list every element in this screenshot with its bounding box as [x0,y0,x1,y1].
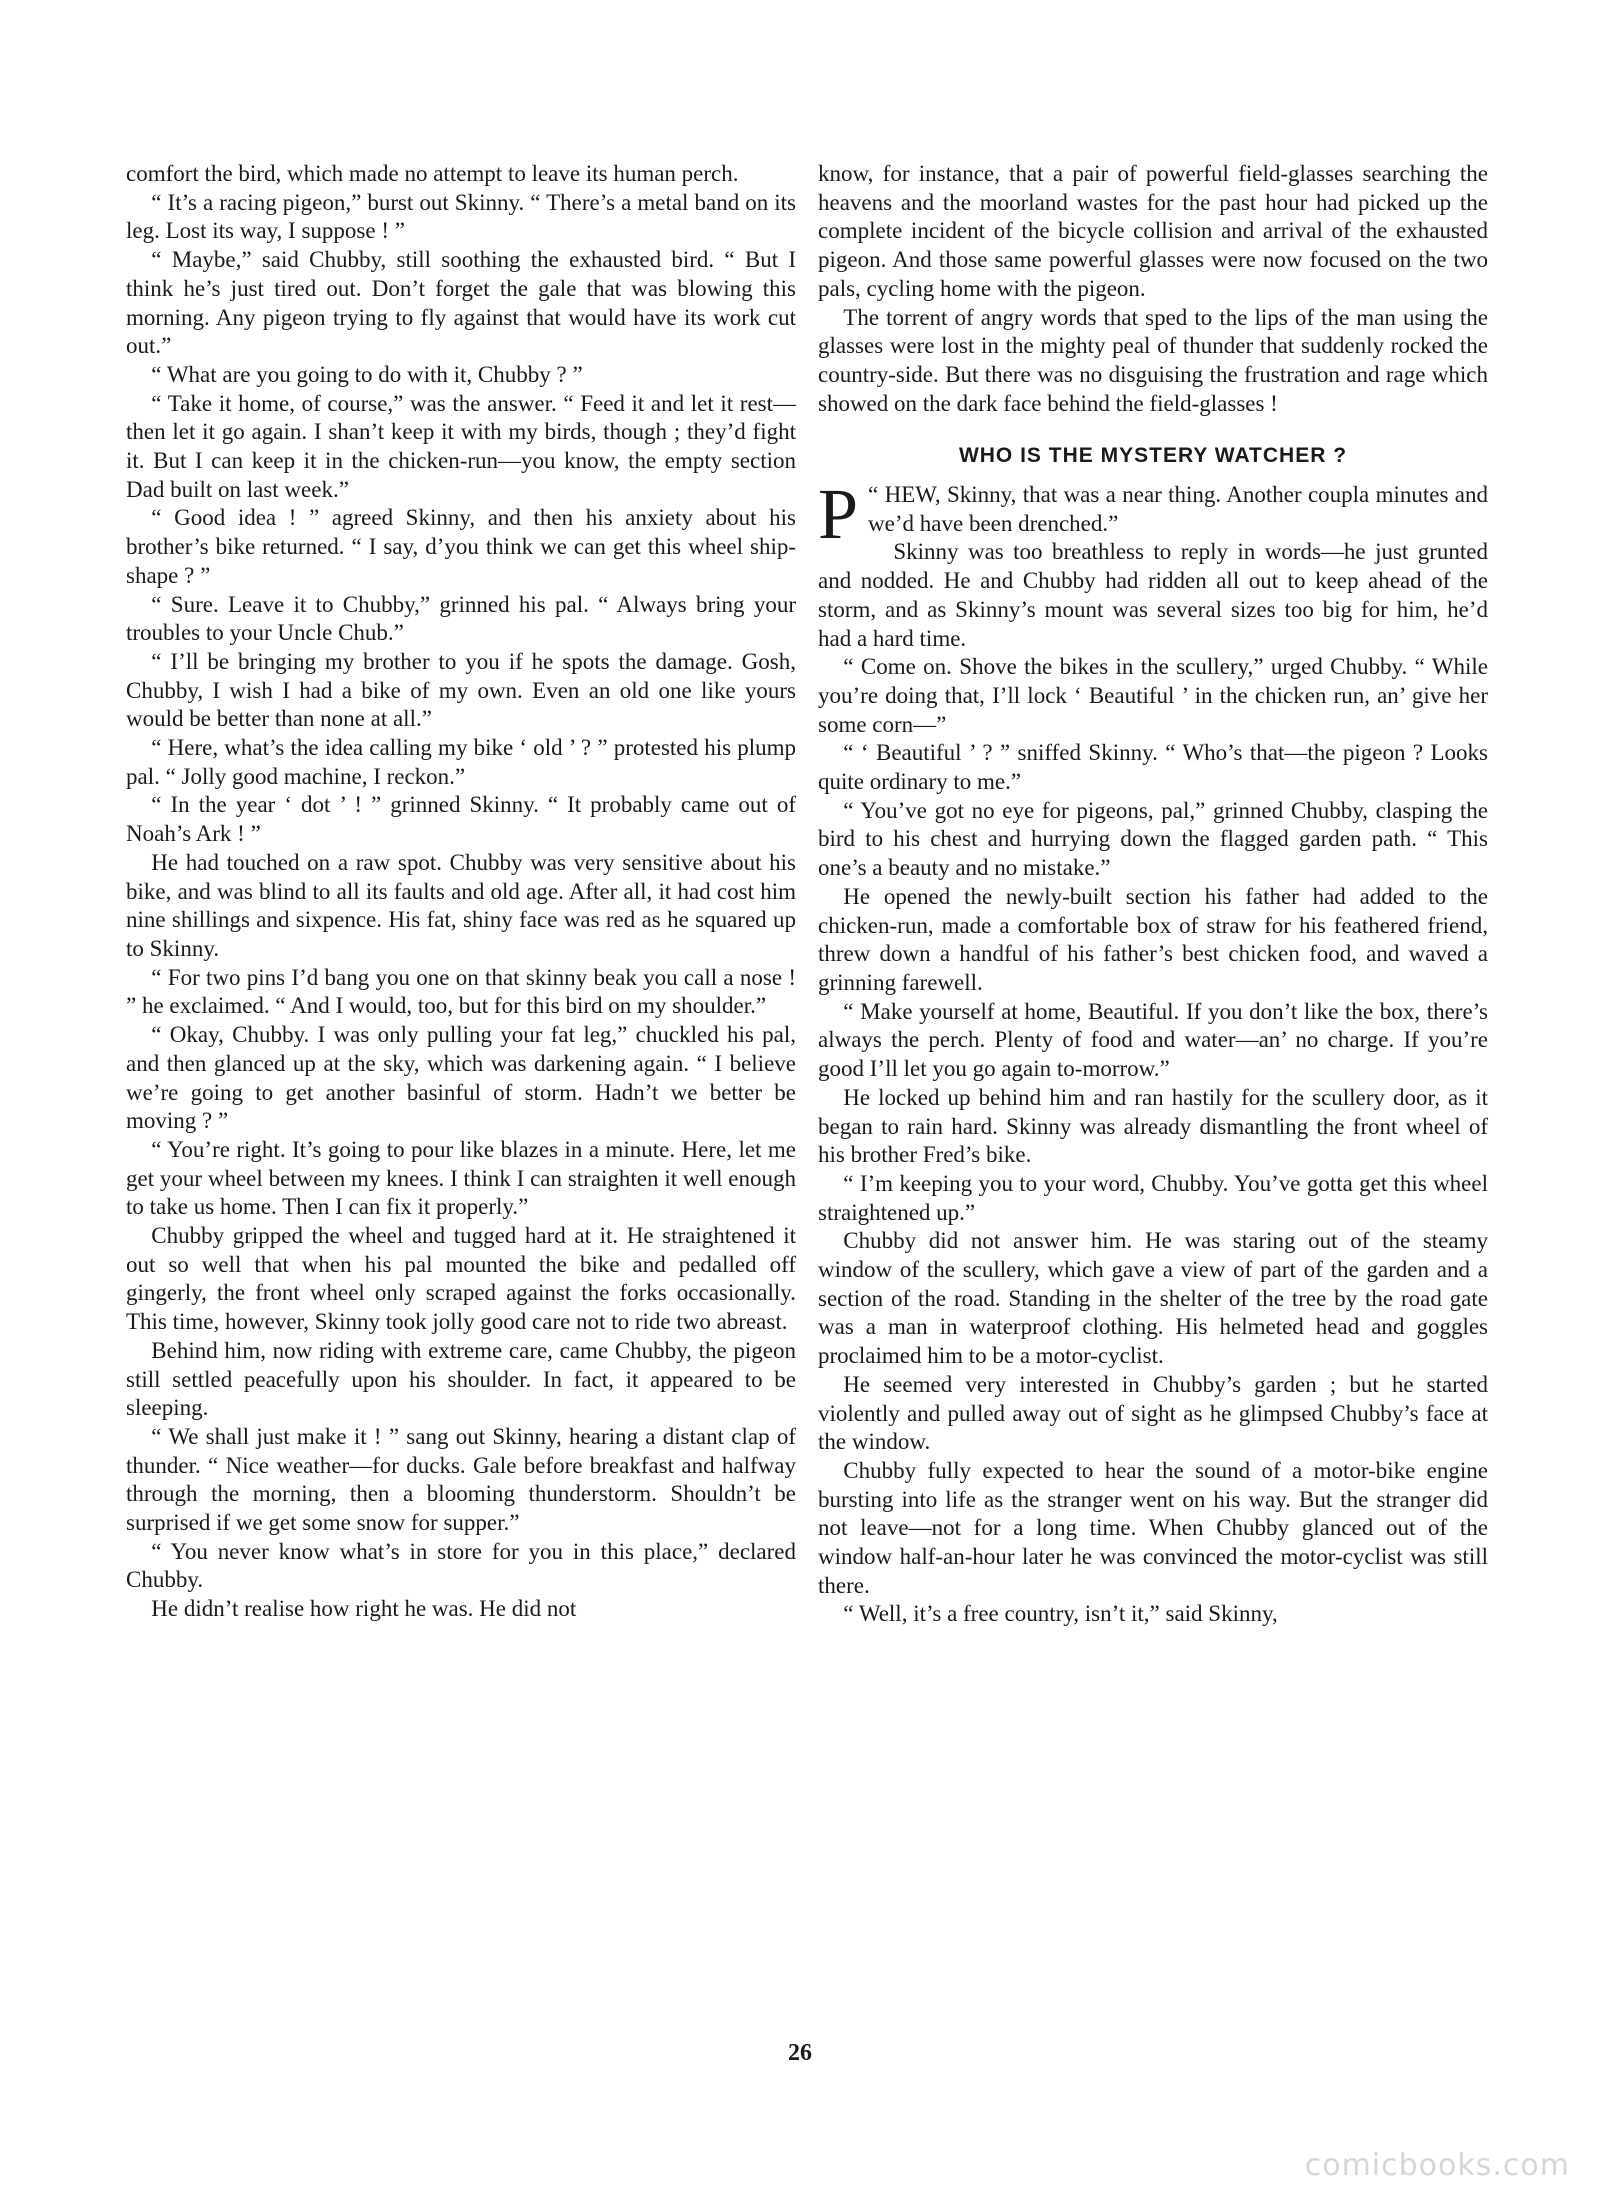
paragraph: “ ‘ Beautiful ’ ? ” sniffed Skinny. “ Who’s that—the pigeon ? Looks quite ordinary to me.” [818,740,1488,795]
paragraph: “ I’ll be bringing my brother to you if he spots the damage. Gosh, Chubby, I wish I had a bike of my own. Even an old one like yours would be better than none at all.” [126,648,796,732]
paragraph: “ Well, it’s a free country, isn’t it,” said Skinny, [843,1601,1278,1627]
paragraph: Chubby gripped the wheel and tugged hard at it. He straightened it out so well that when his pal mounted the bike and pedalled off gingerly, the front wheel only scraped against the forks occasionally. This time, however, Skinny took jolly good care not to ride two abreast. [126,1223,796,1335]
paragraph: The torrent of angry words that sped to the lips of the man using the glasses were lost in the mighty peal of thunder that suddenly rocked the country-side. But there was no disguising the frustration and rage which showed on the dark face behind the field-glasses ! [818,304,1488,416]
paragraph: “ Sure. Leave it to Chubby,” grinned his pal. “ Always bring your troubles to your Uncle Chub.” [126,591,796,646]
paragraph: He locked up behind him and ran hastily for the scullery door, as it began to rain hard. Skinny was already dismantling the front wheel of his brother Fred’s bike. [818,1084,1488,1168]
dropcap-letter: P [818,474,859,555]
paragraph: comfort the bird, which made no attempt to leave its human perch. [126,161,739,186]
watermark: comicbooks.com [1304,2148,1570,2183]
paragraph: “ For two pins I’d bang you one on that skinny beak you call a nose ! ” he exclaimed. “ And I would, too, but for this bird on my shoulder.” [126,964,796,1019]
paragraph: Chubby did not answer him. He was staring out of the steamy window of the scullery, which gave a view of part of the garden and a section of the road. Standing in the shelter of the tree by the road gate was a man in waterproof clothing. His helmeted head and goggles proclaimed him to be a motor-cyclist. [818,1228,1488,1369]
paragraph: “ Come on. Shove the bikes in the scullery,” urged Chubby. “ While you’re doing that, I’ll lock ‘ Beautiful ’ in the chicken run, an’ give her some corn—” [818,654,1488,737]
paragraph: “ You’re right. It’s going to pour like blazes in a minute. Here, let me get your wheel between my knees. I think I can straighten it well enough to take us home. Then I can fix it properly.” [126,1136,796,1220]
paragraph: “ We shall just make it ! ” sang out Skinny, hearing a distant clap of thunder. “ Nice weather—for ducks. Gale before breakfast and halfway through the morning, then a blooming thunderstorm. Shouldn’t be surprised if we get some snow for supper.” [126,1423,796,1536]
paragraph: “ You’ve got no eye for pigeons, pal,” grinned Chubby, clasping the bird to his chest and hurrying down the flagged garden path. “ This one’s a beauty and no mistake.” [818,797,1488,881]
paragraph: “ I’m keeping you to your word, Chubby. You’ve gotta get this wheel straightened up.” [818,1170,1488,1225]
paragraph: “ Make yourself at home, Beautiful. If you don’t like the box, there’s always the perch. Plenty of food and water—an’ no charge. If you’re good I’ll let you go again to-morrow.” [818,998,1488,1082]
paragraph: “ Here, what’s the idea calling my bike ‘ old ’ ? ” protested his plump pal. “ Jolly good machine, I reckon.” [126,735,796,789]
paragraph: Chubby fully expected to hear the sound of a motor-bike engine bursting into life as the stranger went on his way. But the stranger did not leave—not for a long time. When Chubby glanced out of the window half-an-hour later he was convinced the motor-cyclist was still there. [818,1457,1488,1598]
paragraph: He didn’t realise how right he was. He did not [151,1596,577,1622]
paragraph: know, for instance, that a pair of powerful field-glasses searching the heavens and the moorland wastes for the past hour had picked up the complete incident of the bicycle collision and arrival of the exhausted pigeon. And those same powerful glasses were now focused on the two pals, cycling home with the pigeon. [818,161,1488,301]
paragraph: “ What are you going to do with it, Chubby ? ” [151,361,583,387]
dropcap-lead-quote: “ [868,482,879,508]
paragraph: Skinny was too breathless to reply in words—he just grunted and nodded. He and Chubby had ridden all out to keep ahead of the storm, and as Skinny’s mount was several sizes too big for him, he’d had a hard time. [818,539,1488,651]
paragraph: “ Good idea ! ” agreed Skinny, and then his anxiety about his brother’s bike returned. “ I say, d’you think we can get this wheel ship-shape ? ” [126,505,796,588]
paragraph: “ Okay, Chubby. I was only pulling your fat leg,” chuckled his pal, and then glanced up at the sky, which was darkening again. “ I believe we’re going to get another basinful of storm. Hadn’t we better be moving ? ” [126,1022,796,1134]
paragraph: He had touched on a raw spot. Chubby was very sensitive about his bike, and was blind to all its faults and old age. After all, it had cost him nine shillings and sixpence. His fat, shiny face was red as he squared up to Skinny. [126,849,796,961]
dropcap-paragraph [818,474,1488,555]
paragraph: “ Maybe,” said Chubby, still soothing the exhausted bird. “ But I think he’s just tired out. Don’t forget the gale that was blowing this morning. Any pigeon trying to fly against that would have its work cut out.” [126,247,796,359]
dropcap-text: HEW, Skinny, that was a near thing. Another coupla minutes and we’d have been drenched.” [868,482,1488,536]
paragraph: He opened the newly-built section his father had added to the chicken-run, made a comfortable box of straw for his feathered friend, threw down a handful of his father’s best chicken food, and waved a grinning farewell. [818,883,1488,995]
page-number: 26 [788,2040,812,2066]
paragraph: “ It’s a racing pigeon,” burst out Skinny. “ There’s a metal band on its leg. Lost its way, I suppose ! ” [126,189,796,244]
right-column-top-text [818,160,1488,418]
paragraph: “ You never know what’s in store for you in this place,” declared Chubby. [126,1538,796,1593]
paragraph: He seemed very interested in Chubby’s garden ; but he started violently and pulled away out of sight as he glimpsed Chubby’s face at the window. [818,1371,1488,1455]
section-heading: WHO IS THE MYSTERY WATCHER ? [958,444,1348,468]
right-column [818,160,1488,1629]
paragraph: “ In the year ‘ dot ’ ! ” grinned Skinny. “ It probably came out of Noah’s Ark ! ” [126,792,796,847]
left-column [126,160,796,1624]
right-column-bottom-text [818,538,1488,1629]
paragraph: Behind him, now riding with extreme care, came Chubby, the pigeon still settled peacefully upon his shoulder. In fact, it appeared to be sleeping. [126,1337,796,1421]
paragraph: “ Take it home, of course,” was the answer. “ Feed it and let it rest—then let it go again. I shan’t keep it with my birds, though ; they’d fight it. But I can keep it in the chicken-run—you know, the empty section Dad built on last week.” [126,390,796,502]
